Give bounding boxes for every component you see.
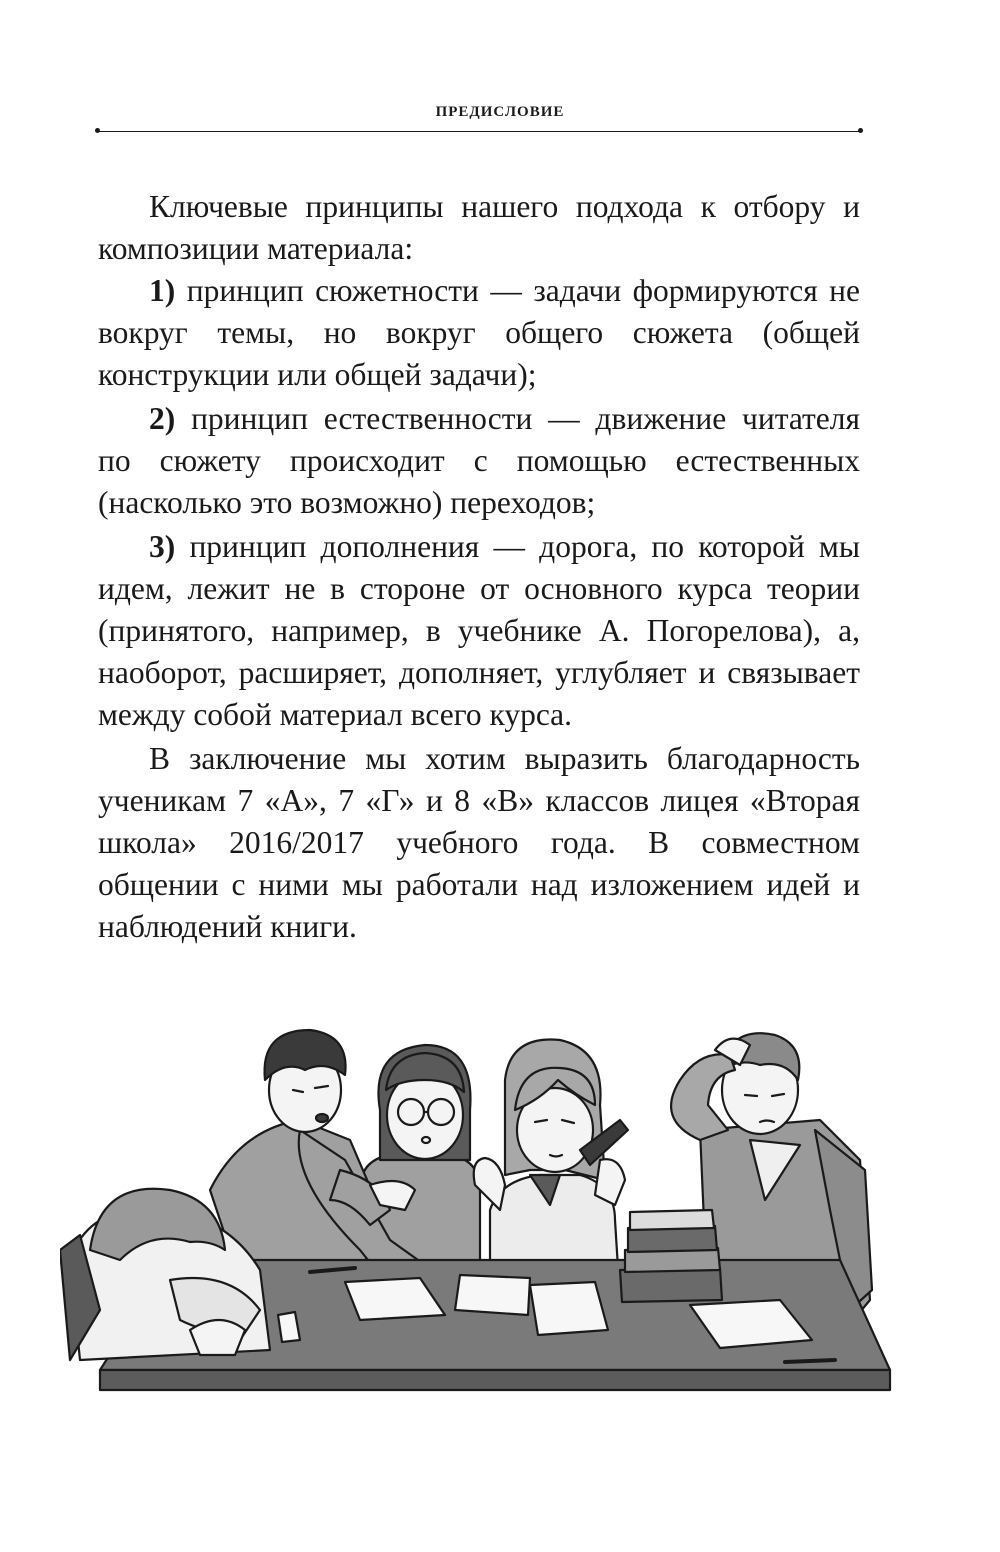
paragraph-principle-3: [98, 526, 860, 736]
principle-1-text: принцип сюжетности — задачи формируются не вокруг темы, но вокруг общего сюжета (общей конструкции или общей задачи);: [98, 273, 860, 392]
principle-3-number: 3): [149, 529, 176, 564]
rule-dot-right: [858, 128, 863, 133]
paragraph-principle-2: [98, 398, 860, 524]
paper-3: [530, 1282, 608, 1335]
paper-5: [278, 1312, 300, 1342]
principle-2-text: принцип естественности — движение читателя по сюжету происходит с помощью естественных (насколько это возможно) переходов;: [98, 401, 860, 520]
paper-2: [455, 1275, 530, 1315]
principle-1-number: 1): [149, 273, 176, 308]
principle-3-text: принцип дополнения — дорога, по которой мы идем, лежит не в стороне от основного курса теории (принятого, например, в учебнике А. Погорелова), а, наоборот, расширяет, дополняет, углубляет и связывает между собой материал всего курса.: [98, 529, 860, 732]
running-header: ПРЕДИСЛОВИЕ: [435, 104, 565, 120]
pencil-2: [785, 1360, 835, 1362]
table-edge: [100, 1370, 890, 1390]
header-rule: [98, 131, 860, 132]
principle-2-number: 2): [149, 401, 176, 436]
book-stack: [620, 1210, 722, 1302]
paragraph-acknowledgement: [98, 738, 860, 948]
body-text: [98, 186, 860, 948]
paragraph-acknowledgement-text: В заключение мы хотим выразить благодарность ученикам 7 «А», 7 «Г» и 8 «В» классов лицея «Вторая школа» 2016/2017 учебного года. В совместном общении с ними мы работали над изложением идей и наблюдений книги.: [98, 741, 860, 944]
paragraph-intro: [98, 186, 860, 270]
paragraph-intro-text: Ключевые принципы нашего подхода к отбору и композиции материала:: [98, 189, 860, 266]
rule-dot-left: [95, 128, 100, 133]
students-illustration: [60, 1010, 940, 1410]
paragraph-principle-1: [98, 270, 860, 396]
